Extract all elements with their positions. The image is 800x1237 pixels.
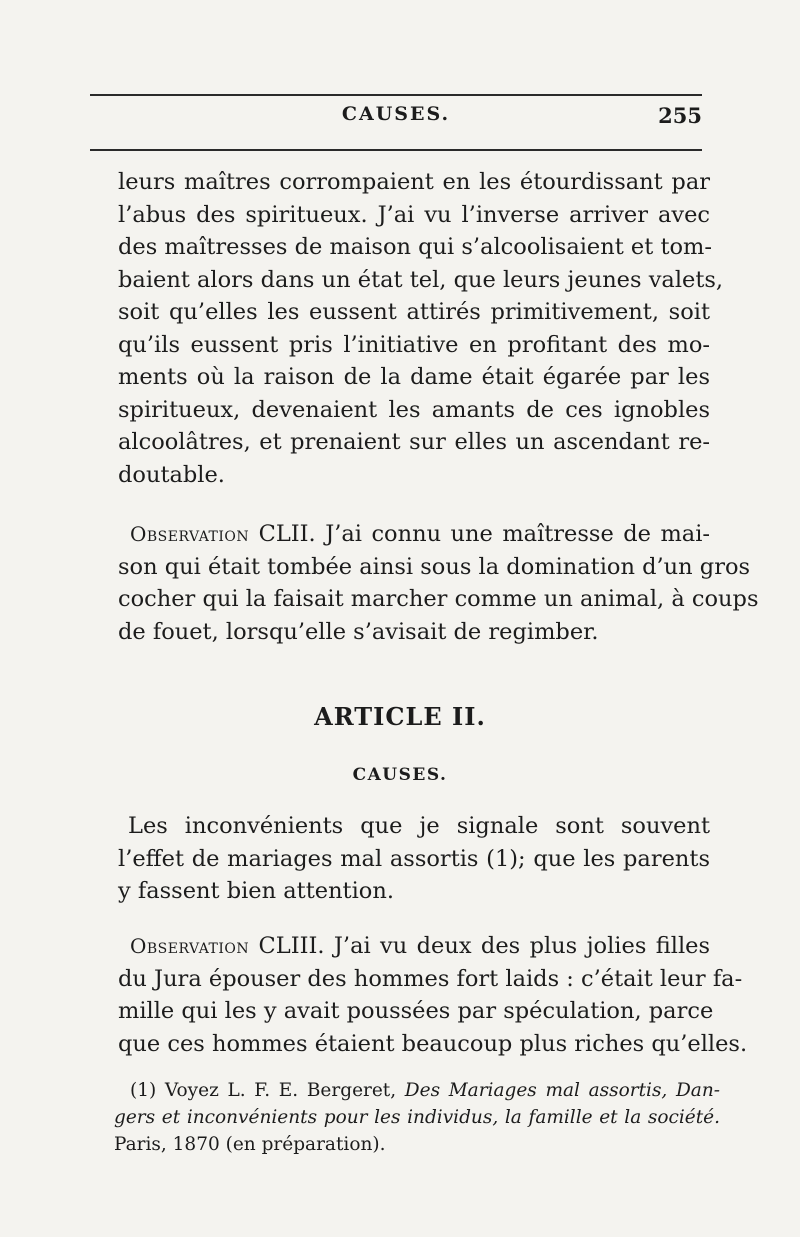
header-rule-top bbox=[90, 94, 702, 96]
text-line bbox=[130, 518, 710, 551]
text-line: des maîtresses de maison qui s’alcoolisaient et tom- bbox=[118, 234, 712, 260]
text-line bbox=[130, 930, 710, 963]
text-segment: J’ai vu deux des plus jolies filles bbox=[324, 933, 711, 959]
text-line: baient alors dans un état tel, que leurs jeunes valets, bbox=[118, 266, 724, 293]
text-line: cocher qui la faisait marcher comme un animal, à coups bbox=[118, 586, 759, 612]
text-line: spiritueux, devenaient les amants de ces ignobles bbox=[118, 396, 710, 423]
text-line: y fassent bien attention. bbox=[118, 878, 394, 904]
observation-number: CLII. bbox=[258, 521, 316, 547]
text-segment: J’ai connu une maîtresse de mai- bbox=[315, 521, 710, 547]
text-line: son qui était tombée ainsi sous la domination d’un gros bbox=[118, 553, 751, 580]
observation-clii bbox=[118, 518, 759, 648]
footnote-prefix: (1) Voyez L. F. E. Bergeret, bbox=[130, 1080, 405, 1101]
observation-label: Observation bbox=[130, 522, 250, 546]
text-line: Paris, 1870 (en préparation). bbox=[114, 1134, 386, 1155]
paragraph-continuation bbox=[118, 166, 724, 491]
text-line: du Jura épouser des hommes fort laids : c’était leur fa- bbox=[118, 965, 743, 992]
text-line: leurs maîtres corrompaient en les étourdissant par bbox=[118, 169, 710, 195]
text-line: ments où la raison de la dame était égarée par les bbox=[118, 364, 710, 390]
text-line: soit qu’elles les eussent attirés primitivement, soit bbox=[118, 299, 710, 325]
text-line bbox=[114, 1104, 720, 1131]
text-line: de fouet, lorsqu’elle s’avisait de regimber. bbox=[118, 618, 599, 645]
observation-cliii bbox=[118, 930, 748, 1060]
running-title: CAUSES. bbox=[341, 103, 451, 125]
running-head bbox=[90, 103, 702, 133]
observation-number: CLIII. bbox=[258, 933, 325, 959]
text-line: mille qui les y avait poussées par spéculation, parce bbox=[118, 998, 714, 1024]
observation-label: Observation bbox=[130, 934, 250, 958]
article-heading: ARTICLE II. bbox=[314, 702, 486, 731]
text-line: l’effet de mariages mal assortis (1); que les parents bbox=[118, 845, 710, 872]
text-line: alcoolâtres, et prenaient sur elles un ascendant re- bbox=[118, 429, 710, 455]
footnote-title: gers et inconvénients pour les individus, la famille et la société. bbox=[114, 1107, 720, 1128]
page-number: 255 bbox=[658, 103, 702, 128]
text-line: doutable. bbox=[118, 461, 225, 488]
text-line: Les inconvénients que je signale sont souvent bbox=[128, 813, 710, 839]
footnote bbox=[114, 1077, 721, 1158]
header-rule-bottom bbox=[90, 149, 702, 151]
text-line bbox=[130, 1077, 720, 1104]
text-line: que ces hommes étaient beaucoup plus riches qu’elles. bbox=[118, 1030, 748, 1057]
text-line: qu’ils eussent pris l’initiative en profitant des mo- bbox=[118, 331, 710, 358]
footnote-title: Des Mariages mal assortis, Dan- bbox=[404, 1080, 721, 1101]
section-heading: CAUSES. bbox=[352, 765, 448, 785]
text-line: l’abus des spiritueux. J’ai vu l’inverse arriver avec bbox=[118, 201, 710, 228]
paragraph-causes bbox=[118, 810, 710, 908]
